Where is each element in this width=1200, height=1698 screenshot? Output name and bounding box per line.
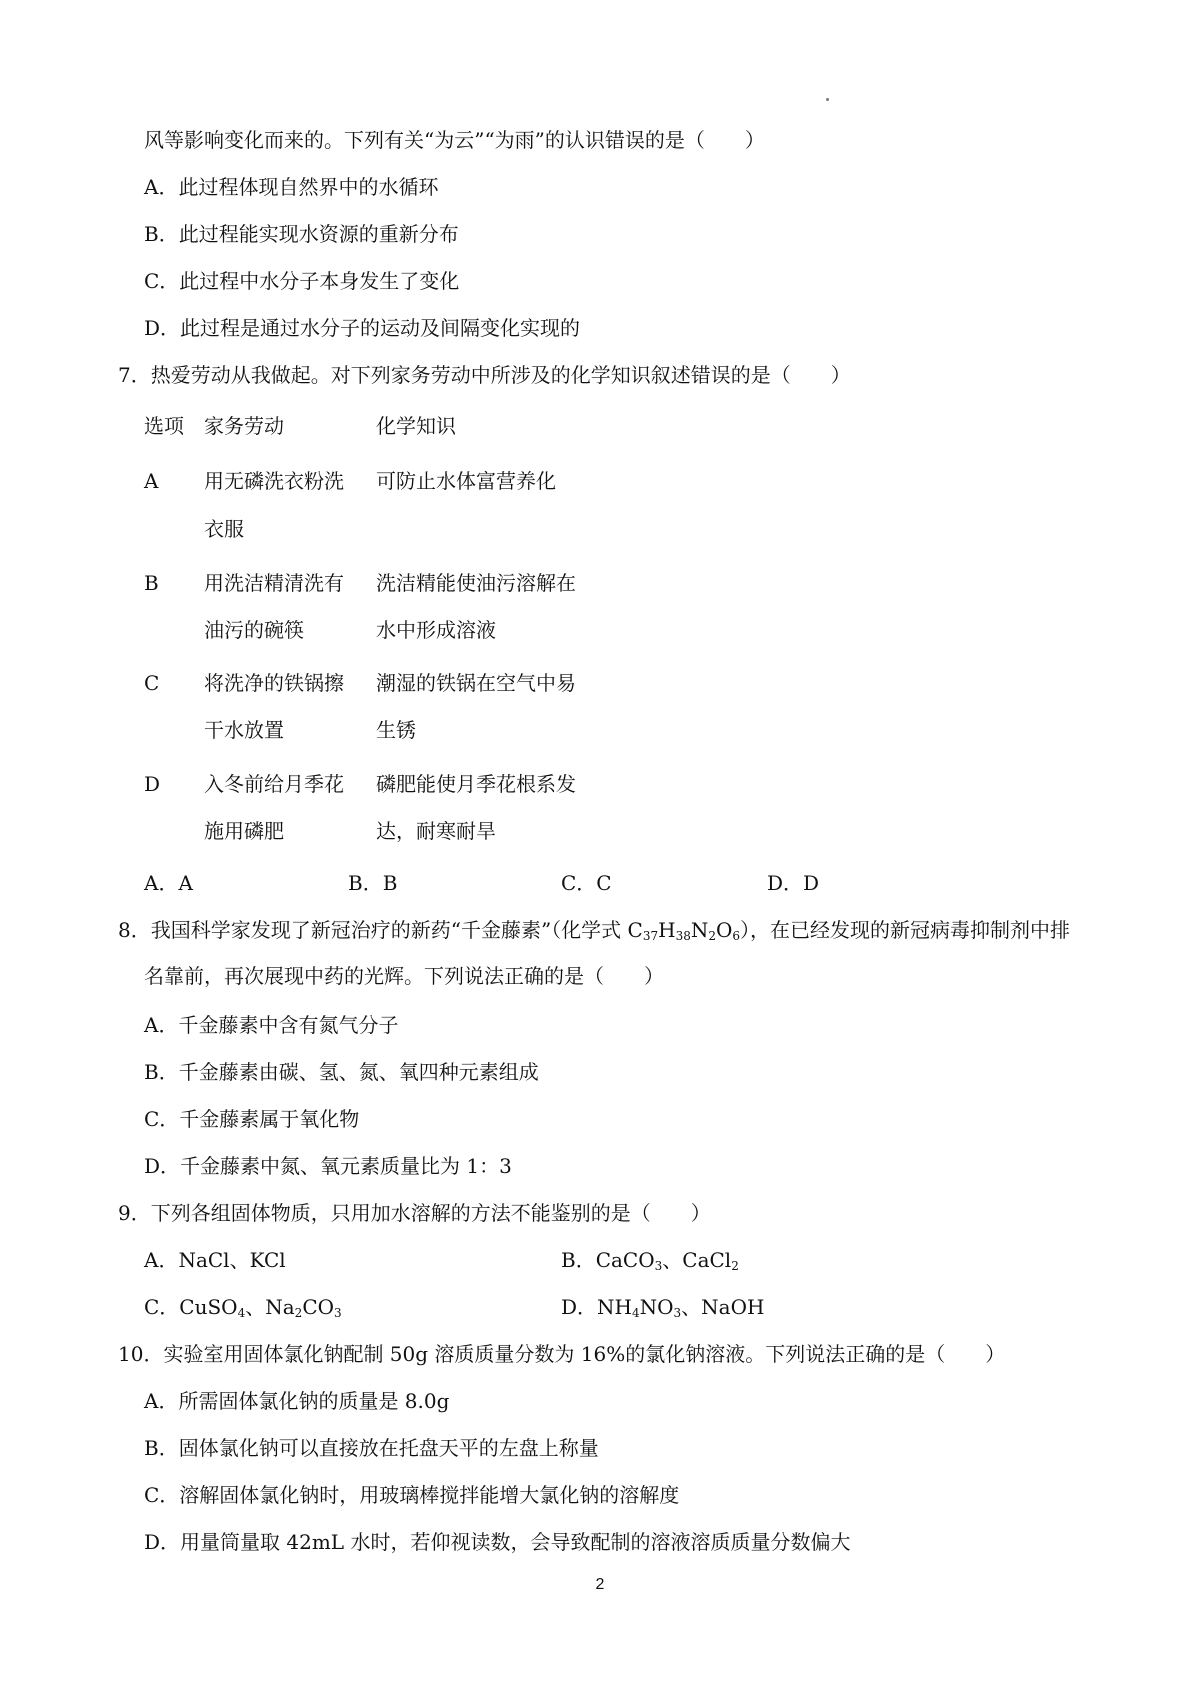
table-header-labor: 家务劳动 — [204, 414, 284, 438]
row-knowledge: 潮湿的铁锅在空气中易 — [376, 671, 576, 695]
row-labor: 衣服 — [204, 517, 244, 541]
q8-option-b: B．千金藤素由碳、氢、氮、氧四种元素组成 — [144, 1060, 539, 1084]
q7-option-c: C．C — [561, 871, 612, 895]
row-labor: 入冬前给月季花 — [204, 772, 344, 796]
row-label: C — [144, 671, 160, 695]
row-labor: 用洗洁精清洗有 — [204, 571, 344, 595]
q10-option-a: A．所需固体氯化钠的质量是 8.0g — [144, 1389, 450, 1413]
chemical-formula: $C_{37}H_{38}N_2O_6$ — [627, 918, 741, 943]
table-header-option: 选项 — [144, 414, 184, 438]
row-labor: 将洗净的铁锅擦 — [204, 671, 344, 695]
row-knowledge: 生锈 — [376, 718, 416, 742]
q6-option-d: D．此过程是通过水分子的运动及间隔变化实现的 — [144, 316, 581, 340]
q7-option-b: B．B — [348, 871, 398, 895]
row-labor: 施用磷肥 — [204, 819, 284, 843]
row-knowledge: 达，耐寒耐旱 — [376, 819, 496, 843]
scan-dot — [826, 98, 829, 101]
row-knowledge: 可防止水体富营养化 — [376, 469, 556, 493]
page-number: 2 — [595, 1576, 605, 1593]
q7-stem: 7．热爱劳动从我做起。对下列家务劳动中所涉及的化学知识叙述错误的是（ ） — [118, 363, 851, 387]
table-header-knowledge: 化学知识 — [376, 414, 456, 438]
q10-stem: 10．实验室用固体氯化钠配制 50g 溶质质量分数为 16%的氯化钠溶液。下列说法正确的是（ ） — [118, 1342, 1006, 1366]
q6-option-a: A．此过程体现自然界中的水循环 — [144, 175, 439, 199]
q8-option-d: D．千金藤素中氮、氧元素质量比为 1：3 — [144, 1154, 512, 1178]
q8-stem-post: ），在已经发现的新冠病毒抑制剂中排 — [740, 918, 1071, 942]
q10-option-c: C．溶解固体氯化钠时，用玻璃棒搅拌能增大氯化钠的溶解度 — [144, 1483, 680, 1507]
q9-option-d: D．$NH_4NO_3$、NaOH — [561, 1295, 765, 1320]
q8-stem-line2: 名靠前，再次展现中药的光辉。下列说法正确的是（ ） — [144, 964, 664, 988]
q8-option-c: C．千金藤素属于氧化物 — [144, 1107, 360, 1131]
row-labor: 干水放置 — [204, 718, 284, 742]
q6-option-b: B．此过程能实现水资源的重新分布 — [144, 222, 459, 246]
row-label: B — [144, 571, 159, 595]
q8-stem — [118, 917, 1070, 943]
q10-option-b: B．固体氯化钠可以直接放在托盘天平的左盘上称量 — [144, 1436, 599, 1460]
q9-stem: 9．下列各组固体物质，只用加水溶解的方法不能鉴别的是（ ） — [118, 1201, 711, 1225]
q7-option-d: D．D — [767, 871, 820, 895]
q6-stem: 风等影响变化而来的。下列有关“为云”“为雨”的认识错误的是（ ） — [144, 128, 765, 152]
row-knowledge: 洗洁精能使油污溶解在 — [376, 571, 576, 595]
q8-stem-pre: 8．我国科学家发现了新冠治疗的新药“千金藤素”（化学式 — [118, 918, 628, 942]
row-knowledge: 水中形成溶液 — [376, 618, 496, 642]
q6-option-c: C．此过程中水分子本身发生了变化 — [144, 269, 460, 293]
q8-option-a: A．千金藤素中含有氮气分子 — [144, 1013, 399, 1037]
q9-option-c: C．CuSO$_4$、$Na_2CO_3$ — [144, 1295, 342, 1320]
row-labor: 用无磷洗衣粉洗 — [204, 469, 344, 493]
q10-option-d: D．用量筒量取 42mL 水时，若仰视读数，会导致配制的溶液溶质质量分数偏大 — [144, 1530, 851, 1554]
row-knowledge: 磷肥能使月季花根系发 — [376, 772, 576, 796]
row-label: A — [144, 469, 159, 493]
row-label: D — [144, 772, 161, 796]
q7-option-a: A．A — [144, 871, 193, 895]
row-labor: 油污的碗筷 — [204, 618, 304, 642]
q9-option-a: A．NaCl、KCl — [144, 1248, 286, 1272]
q9-option-b: B．CaCO$_3$、CaCl$_2$ — [561, 1248, 739, 1273]
